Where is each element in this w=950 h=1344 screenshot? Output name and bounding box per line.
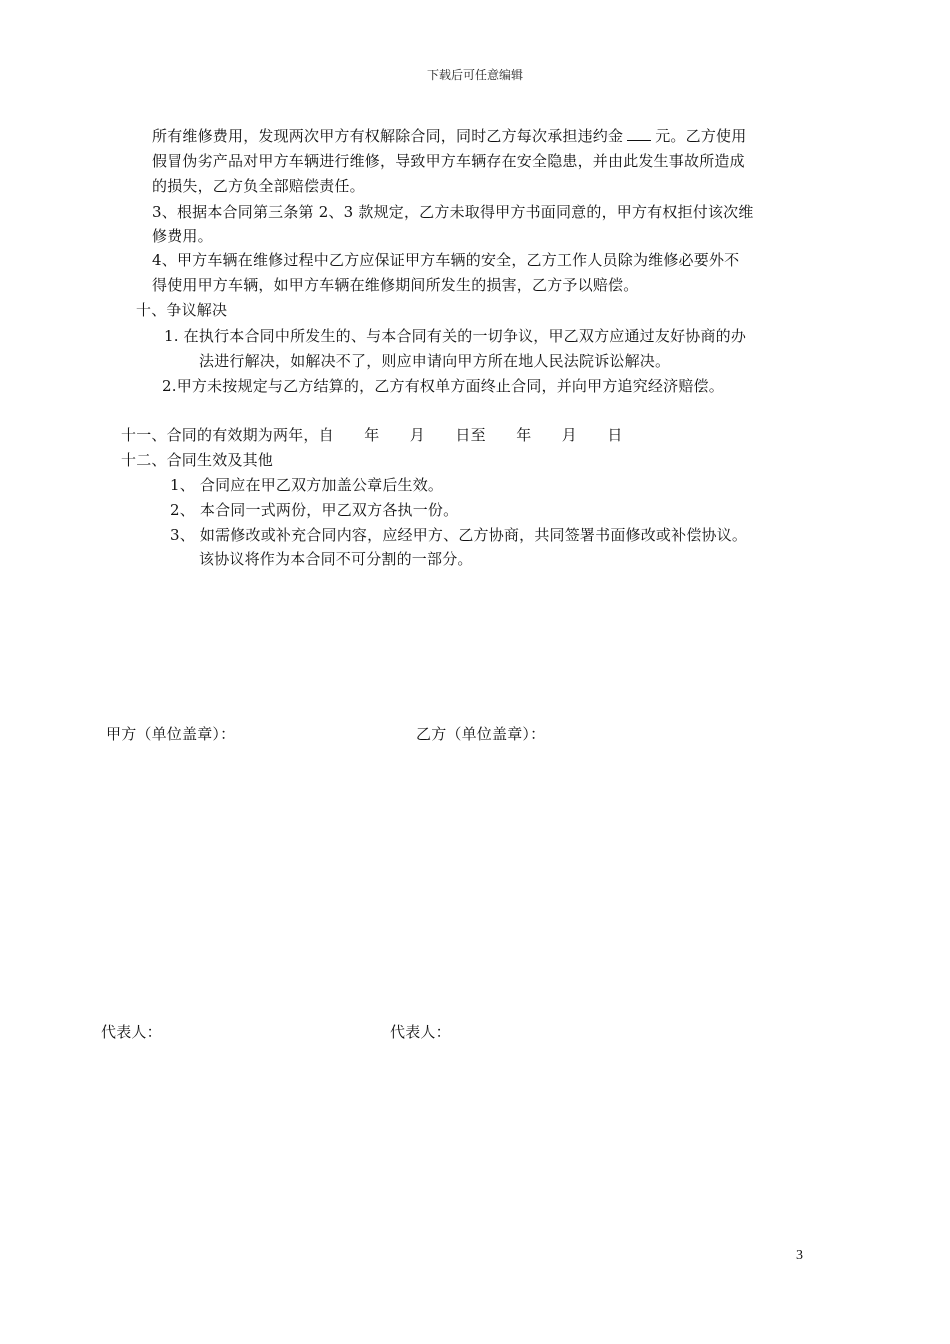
clause12-title: 十二、合同生效及其他 [121, 451, 274, 469]
clause12-item2: 2、 本合同一式两份，甲乙双方各执一份。 [170, 501, 459, 519]
party-a-seal-label: 甲方（单位盖章）： [106, 725, 236, 743]
clause9-item4-line2: 得使用甲方车辆，如甲方车辆在维修期间所发生的损害，乙方予以赔偿。 [152, 276, 639, 294]
clause10-item2: 2.甲方未按规定与乙方结算的，乙方有权单方面终止合同，并向甲方追究经济赔偿。 [162, 377, 724, 395]
party-b-representative-label: 代表人： [390, 1023, 451, 1041]
clause9-item3-line2: 修费用。 [152, 227, 213, 245]
header-note: 下载后可任意编辑 [426, 68, 523, 82]
clause10-title: 十、争议解决 [136, 301, 228, 319]
clause9-item4-line1: 4、甲方车辆在维修过程中乙方应保证甲方车辆的安全，乙方工作人员除为维修必要外不 [152, 251, 740, 269]
clause9-line2: 假冒伪劣产品对甲方车辆进行维修，导致甲方车辆存在安全隐患，并由此发生事故所造成 [152, 152, 745, 170]
clause9-line1-pre: 所有维修费用，发现两次甲方有权解除合同，同时乙方每次承担违约金 [152, 127, 624, 145]
clause9-line3: 的损失，乙方负全部赔偿责任。 [152, 177, 365, 195]
clause9-line1-post: 元。乙方使用 [655, 127, 747, 145]
clause12-item3-line2: 该协议将作为本合同不可分割的一部分。 [199, 550, 473, 568]
clause11-validity: 十一、合同的有效期为两年，自 年 月 日至 年 月 日 [121, 426, 623, 444]
penalty-amount-blank [627, 126, 651, 141]
clause10-item1-line1: 1. 在执行本合同中所发生的、与本合同有关的一切争议，甲乙双方应通过友好协商的办 [164, 327, 747, 345]
clause10-item1-line2: 法进行解决，如解决不了，则应申请向甲方所在地人民法院诉讼解决。 [199, 352, 671, 370]
clause12-item3-line1: 3、 如需修改或补充合同内容，应经甲方、乙方协商，共同签署书面修改或补偿协议。 [170, 526, 748, 544]
clause9-item3-line1: 3、根据本合同第三条第 2、3 款规定，乙方未取得甲方书面同意的，甲方有权拒付该次维 [152, 203, 754, 221]
party-b-seal-label: 乙方（单位盖章）： [416, 725, 546, 743]
clause12-item1: 1、 合同应在甲乙双方加盖公章后生效。 [170, 476, 444, 494]
clause9-line1 [152, 124, 746, 148]
page-number: 3 [796, 1248, 803, 1263]
party-a-representative-label: 代表人： [101, 1023, 162, 1041]
